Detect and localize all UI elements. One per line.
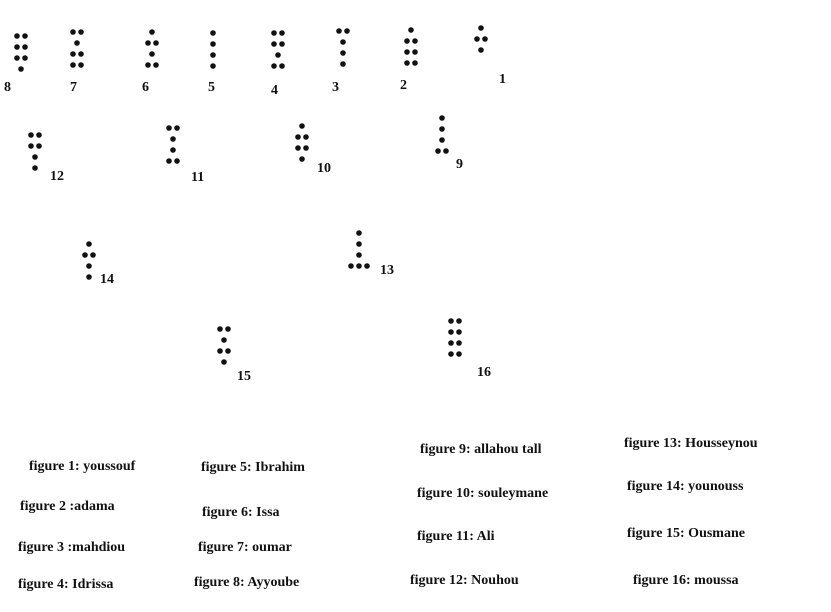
figure-dot (22, 55, 28, 61)
figure-dot (14, 44, 20, 50)
figure-16-number: 16 (477, 365, 491, 380)
figure-dot (22, 44, 28, 50)
figure-dot (14, 33, 20, 39)
caption-figure-16: figure 16: moussa (633, 573, 739, 588)
caption-figure-13: figure 13: Housseynou (624, 436, 758, 451)
figure-1-number: 1 (499, 72, 506, 87)
figure-dot (70, 62, 76, 68)
figure-dot (408, 27, 414, 33)
figure-dot (295, 134, 301, 140)
figure-dot (78, 62, 84, 68)
figure-dot (448, 329, 454, 335)
figure-dot (210, 41, 216, 47)
figure-dot (86, 241, 92, 247)
figure-dot (32, 154, 38, 160)
figure-dot (32, 165, 38, 171)
figure-dot (149, 29, 155, 35)
figure-11-shape (160, 122, 186, 172)
figure-dot (170, 136, 176, 142)
figure-dot (271, 41, 277, 47)
figure-9-number: 9 (456, 157, 463, 172)
figure-dot (279, 30, 285, 36)
figure-4-shape (265, 27, 291, 77)
caption-figure-14: figure 14: younouss (627, 479, 744, 494)
figure-dot (174, 158, 180, 164)
figure-dot (404, 49, 410, 55)
figure-dot (86, 263, 92, 269)
figure-dot (443, 148, 449, 154)
figure-12-shape (22, 129, 48, 179)
figure-dot (170, 147, 176, 153)
figure-dot (36, 143, 42, 149)
figure-dot (82, 252, 88, 258)
caption-figure-1: figure 1: youssouf (29, 459, 136, 474)
caption-figure-4: figure 4: Idrissa (18, 577, 114, 592)
caption-figure-2: figure 2 :adama (20, 499, 115, 514)
figure-dot (364, 263, 370, 269)
figure-dot (456, 351, 462, 357)
figure-dot (279, 41, 285, 47)
figure-2-number: 2 (400, 78, 407, 93)
figure-9-shape (429, 112, 455, 162)
caption-figure-6: figure 6: Issa (202, 505, 280, 520)
figure-dot (412, 49, 418, 55)
figure-15-shape (211, 323, 237, 373)
figure-dot (217, 348, 223, 354)
figure-2-shape (398, 24, 424, 74)
figure-dot (478, 47, 484, 53)
caption-figure-15: figure 15: Ousmane (627, 526, 745, 541)
figure-dot (210, 63, 216, 69)
figure-dot (303, 134, 309, 140)
figure-7-shape (64, 26, 90, 76)
figure-dot (271, 30, 277, 36)
figure-dot (295, 145, 301, 151)
figure-dot (221, 359, 227, 365)
figure-dot (210, 30, 216, 36)
figure-dot (217, 326, 223, 332)
figure-dot (153, 62, 159, 68)
figure-dot (28, 132, 34, 138)
figure-dot (271, 63, 277, 69)
figure-dot (482, 36, 488, 42)
figure-dot (22, 33, 28, 39)
figure-dot (340, 50, 346, 56)
figure-dot (210, 52, 216, 58)
figure-dot (78, 29, 84, 35)
figure-dot (74, 40, 80, 46)
figure-15-number: 15 (237, 369, 251, 384)
figure-11-number: 11 (191, 170, 205, 185)
figure-dot (356, 230, 362, 236)
figure-dot (435, 148, 441, 154)
caption-figure-8: figure 8: Ayyoube (194, 575, 300, 590)
figure-dot (299, 123, 305, 129)
figure-13-shape (346, 227, 372, 277)
figure-dot (448, 351, 454, 357)
figure-dot (149, 51, 155, 57)
figure-dot (356, 241, 362, 247)
figure-dot (153, 40, 159, 46)
figure-dot (221, 337, 227, 343)
figure-13-number: 13 (380, 263, 394, 278)
caption-figure-11: figure 11: Ali (417, 529, 495, 544)
figure-dot (456, 329, 462, 335)
figure-6-number: 6 (142, 80, 149, 95)
figure-dot (86, 274, 92, 280)
figure-dot (439, 137, 445, 143)
figure-dot (448, 318, 454, 324)
figure-10-shape (289, 120, 315, 170)
figure-dot (340, 61, 346, 67)
figure-dot (166, 125, 172, 131)
figure-dot (225, 348, 231, 354)
figure-3-number: 3 (332, 80, 339, 95)
figure-dot (36, 132, 42, 138)
figure-dot (145, 40, 151, 46)
figure-dot (225, 326, 231, 332)
figure-dot (344, 28, 350, 34)
figure-dot (145, 62, 151, 68)
figure-1-shape (468, 22, 494, 72)
figure-dot (448, 340, 454, 346)
figure-dot (348, 263, 354, 269)
figure-dot (18, 66, 24, 72)
figure-dot (303, 145, 309, 151)
caption-figure-5: figure 5: Ibrahim (201, 460, 305, 475)
figure-dot (356, 263, 362, 269)
figure-10-number: 10 (317, 161, 331, 176)
figure-dot (279, 63, 285, 69)
figure-dot (474, 36, 480, 42)
figure-dot (275, 52, 281, 58)
figure-5-shape (200, 27, 226, 77)
figure-dot (478, 25, 484, 31)
figure-16-shape (442, 315, 468, 365)
figure-12-number: 12 (50, 169, 64, 184)
figure-5-number: 5 (208, 80, 215, 95)
figure-dot (456, 318, 462, 324)
figure-14-shape (76, 238, 102, 288)
figure-dot (439, 126, 445, 132)
figure-3-shape (330, 25, 356, 75)
figure-dot (336, 28, 342, 34)
figure-8-number: 8 (4, 80, 11, 95)
figure-dot (356, 252, 362, 258)
caption-figure-7: figure 7: oumar (198, 540, 292, 555)
figure-dot (404, 38, 410, 44)
figure-dot (70, 51, 76, 57)
figure-dot (90, 252, 96, 258)
figure-dot (412, 60, 418, 66)
figure-dot (174, 125, 180, 131)
caption-figure-3: figure 3 :mahdiou (18, 540, 126, 555)
figure-4-number: 4 (271, 83, 278, 98)
figure-dot (412, 38, 418, 44)
figure-dot (299, 156, 305, 162)
figure-8-shape (8, 30, 34, 80)
figure-dot (404, 60, 410, 66)
figure-14-number: 14 (100, 272, 114, 287)
figure-dot (166, 158, 172, 164)
caption-figure-10: figure 10: souleymane (417, 486, 549, 501)
figure-dot (14, 55, 20, 61)
figure-dot (340, 39, 346, 45)
figure-6-shape (139, 26, 165, 76)
figure-dot (456, 340, 462, 346)
caption-figure-12: figure 12: Nouhou (410, 573, 519, 588)
figure-dot (78, 51, 84, 57)
figure-dot (439, 115, 445, 121)
figure-7-number: 7 (70, 80, 77, 95)
caption-figure-9: figure 9: allahou tall (420, 442, 542, 457)
figure-dot (70, 29, 76, 35)
figure-dot (28, 143, 34, 149)
